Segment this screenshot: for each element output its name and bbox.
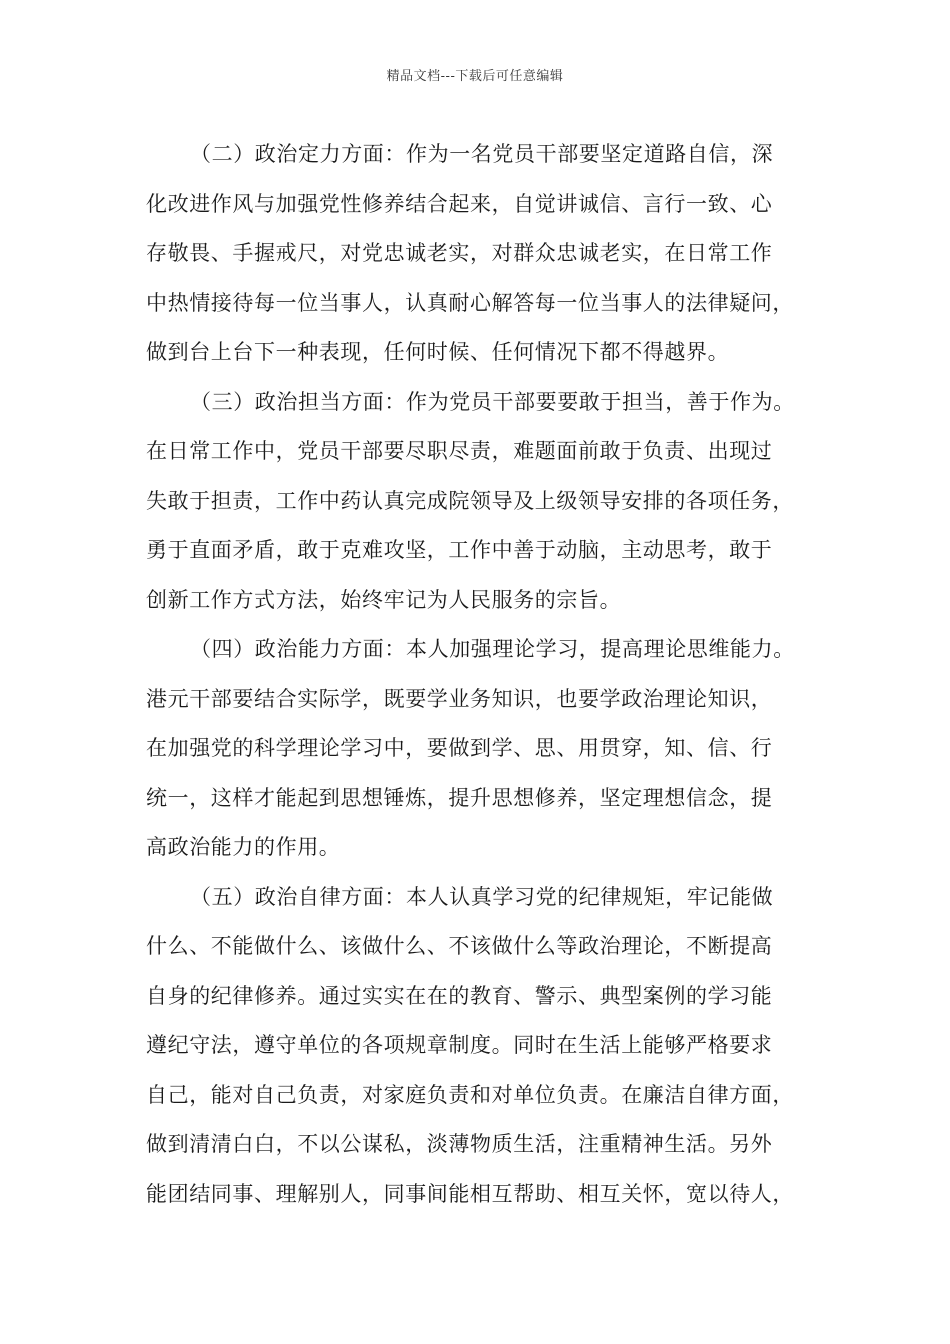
paragraph-line: 创新工作方式方法，始终牢记为人民服务的宗旨。 xyxy=(146,587,622,612)
paragraph-line: 在加强党的科学理论学习中，要做到学、思、用贯穿，知、信、行 xyxy=(146,736,773,760)
paragraph-political-ability xyxy=(146,625,826,873)
document-body xyxy=(146,130,826,1219)
paragraph-line: 做到清清白白，不以公谋私，淡薄物质生活，注重精神生活。另外 xyxy=(146,1132,773,1156)
paragraph-line: 港元干部要结合实际学，既要学业务知识，也要学政治理论知识， xyxy=(146,686,773,711)
paragraph-line: 失敢于担责，工作中药认真完成院领导及上级领导安排的各项任务， xyxy=(146,488,794,513)
paragraph-line: 什么、不能做什么、该做什么、不该做什么等政治理论，不断提高 xyxy=(146,934,773,958)
paragraph-line: 存敬畏、手握戒尺，对党忠诚老实，对群众忠诚老实，在日常工作 xyxy=(146,241,773,265)
paragraph-line: 在日常工作中，党员干部要尽职尽责，难题面前敢于负责、出现过 xyxy=(146,439,773,463)
paragraph-political-self-discipline xyxy=(146,873,826,1220)
paragraph-line: （三）政治担当方面：作为党员干部要要敢于担当，善于作为。 xyxy=(190,389,795,414)
paragraph-political-responsibility xyxy=(146,378,826,626)
page-header: 精品文档---下载后可任意编辑 xyxy=(386,69,564,84)
paragraph-line: 自己，能对自己负责，对家庭负责和对单位负责。在廉洁自律方面， xyxy=(146,1082,794,1107)
paragraph-line: 统一，这样才能起到思想锤炼，提升思想修养，坚定理想信念，提 xyxy=(146,785,773,810)
paragraph-line: 高政治能力的作用。 xyxy=(146,835,341,859)
paragraph-line: （四）政治能力方面：本人加强理论学习，提高理论思维能力。 xyxy=(190,637,795,661)
paragraph-line: 自身的纪律修养。通过实实在在的教育、警示、典型案例的学习能 xyxy=(146,983,773,1008)
paragraph-line: 能团结同事、理解别人，同事间能相互帮助、相互关怀，宽以待人， xyxy=(146,1181,794,1206)
paragraph-line: （二）政治定力方面：作为一名党员干部要坚定道路自信，深 xyxy=(190,142,774,166)
paragraph-line: 化改进作风与加强党性修养结合起来，自觉讲诚信、言行一致、心 xyxy=(146,191,773,216)
paragraph-line: （五）政治自律方面：本人认真学习党的纪律规矩，牢记能做 xyxy=(190,884,774,909)
paragraph-line: 勇于直面矛盾，敢于克难攻坚，工作中善于动脑，主动思考，敢于 xyxy=(146,538,773,562)
paragraph-political-stability xyxy=(146,130,826,378)
paragraph-line: 中热情接待每一位当事人，认真耐心解答每一位当事人的法律疑问， xyxy=(146,290,794,315)
paragraph-line: 做到台上台下一种表现，任何时候、任何情况下都不得越界。 xyxy=(146,340,730,364)
paragraph-line: 遵纪守法，遵守单位的各项规章制度。同时在生活上能够严格要求 xyxy=(146,1033,773,1057)
